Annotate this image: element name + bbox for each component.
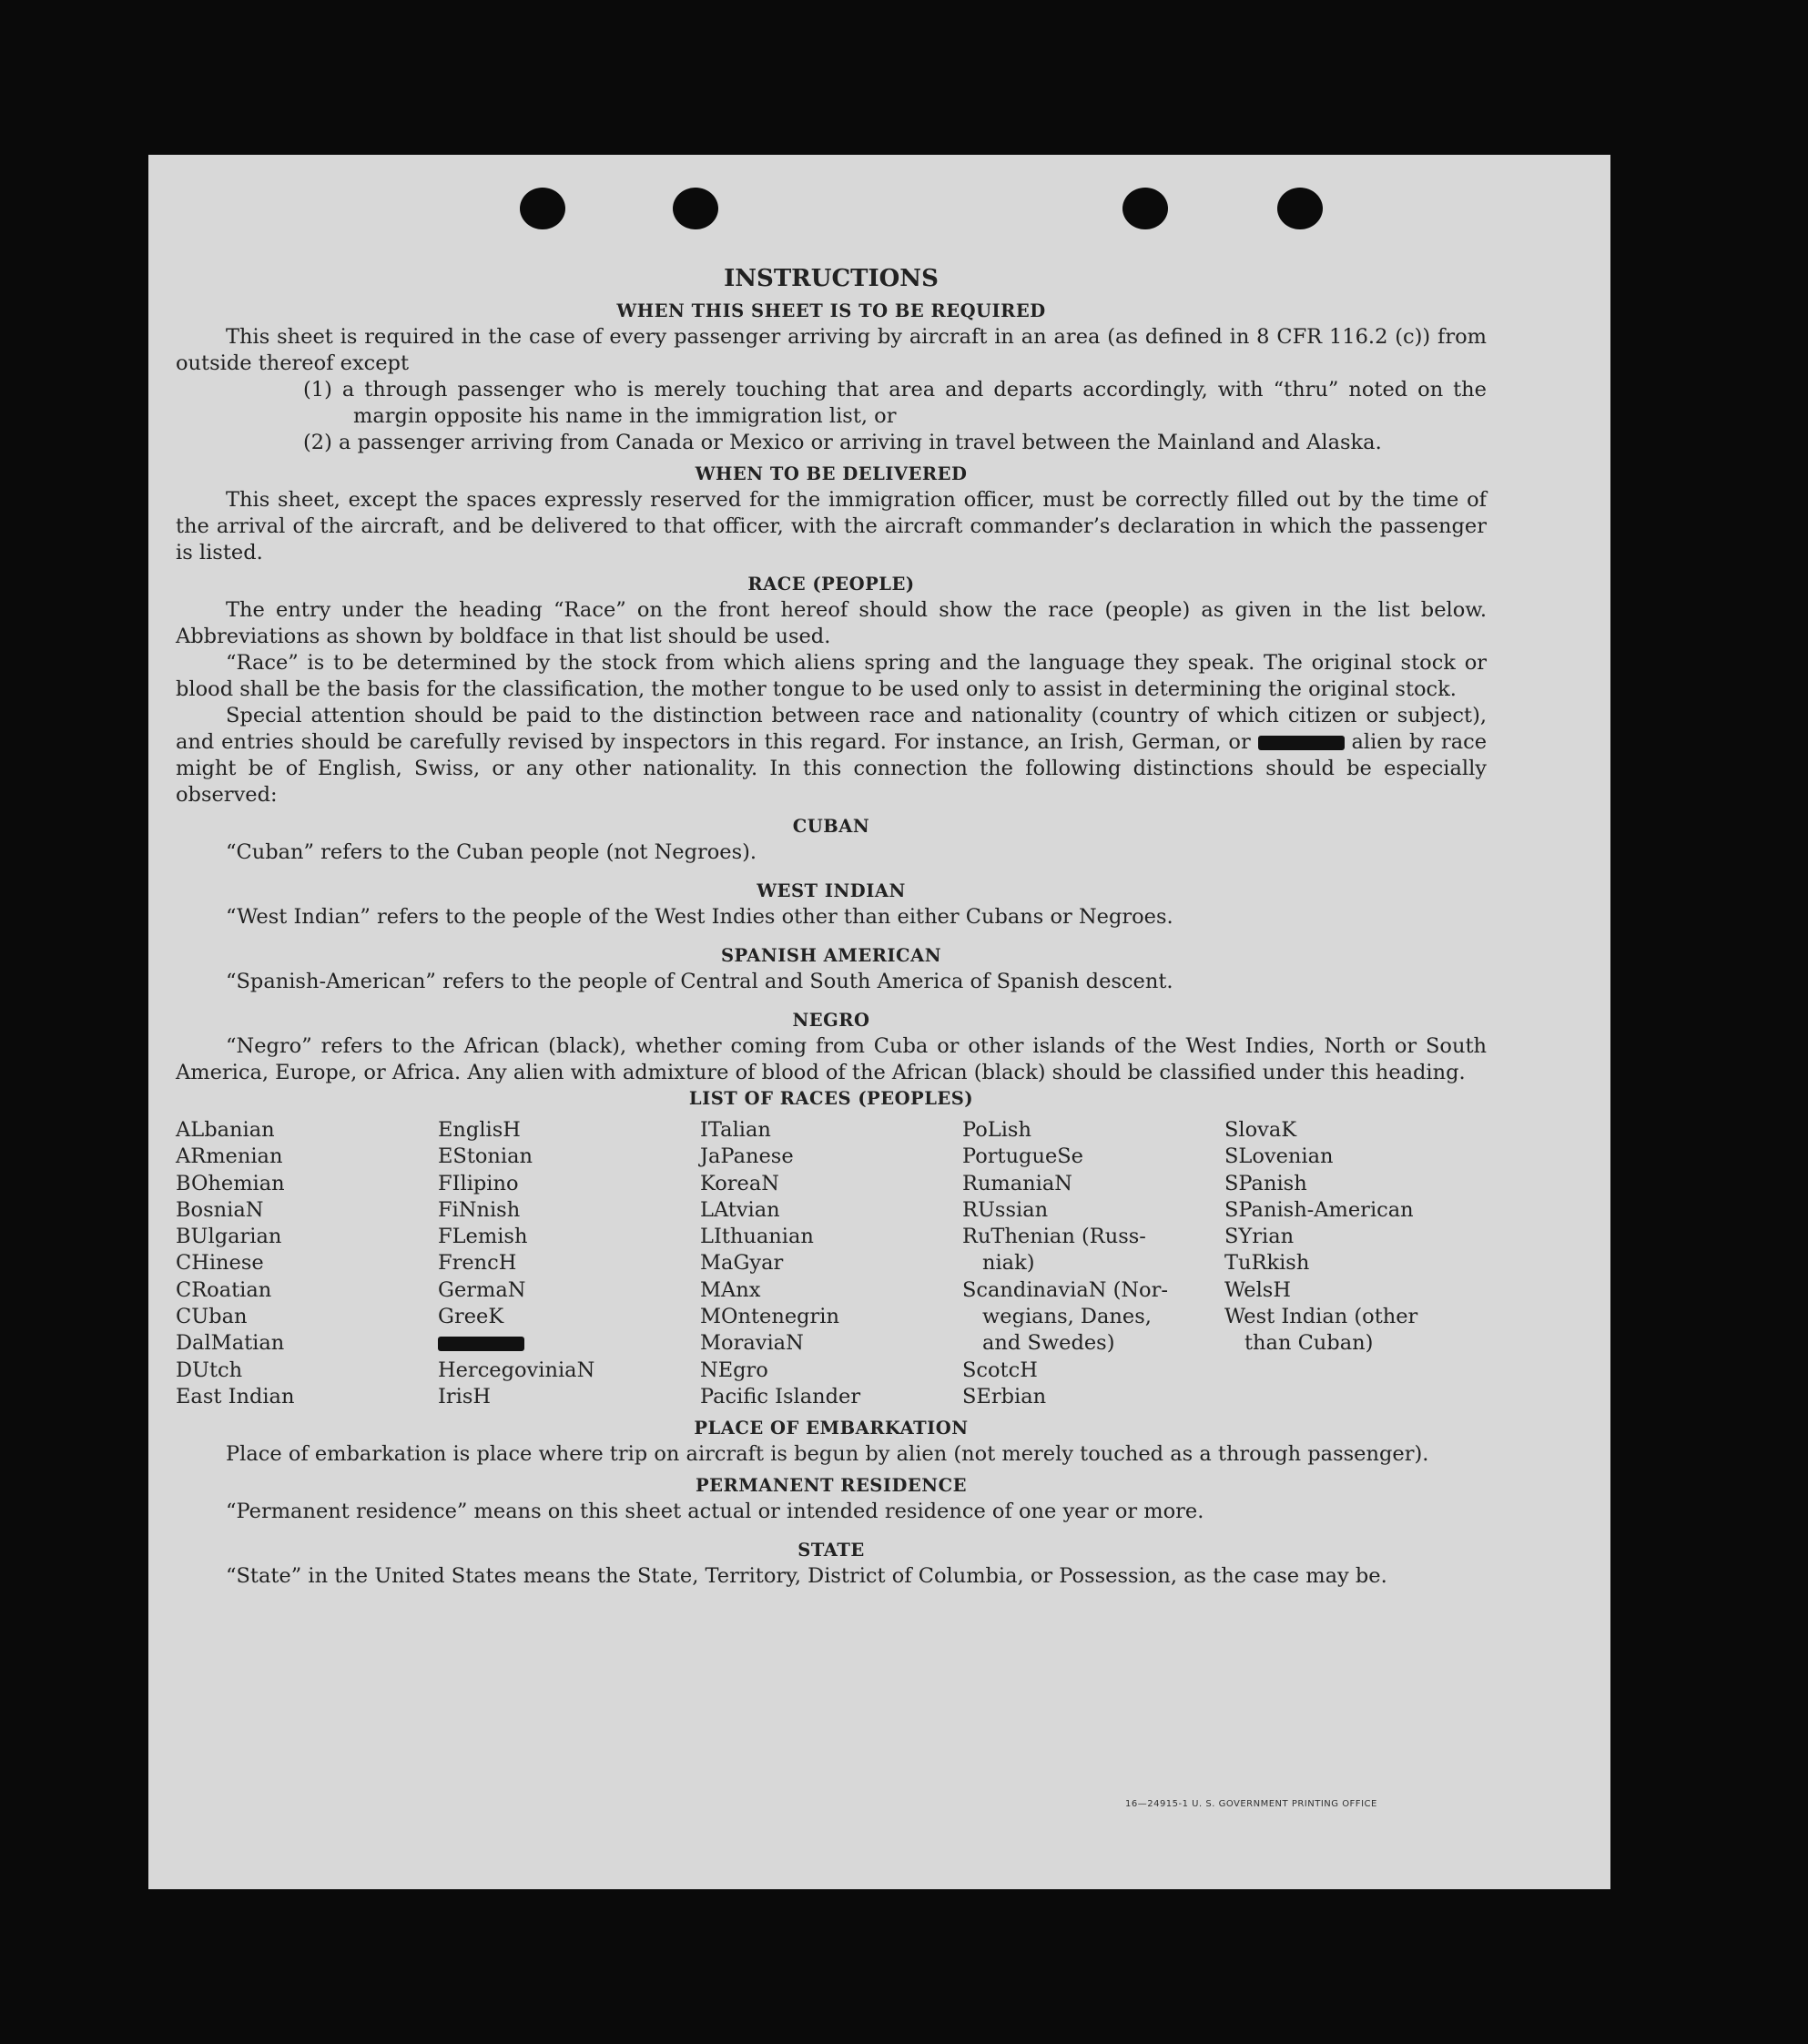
exception-item-1: (1) a through passenger who is merely touching that area and departs accordingly, with “thru” noted on the margin opposite his name in the immigration list, or	[303, 378, 1487, 428]
printer-imprint: 16—24915-1 U. S. GOVERNMENT PRINTING OFFICE	[1125, 1799, 1377, 1809]
page-title: INSTRUCTIONS	[724, 265, 939, 292]
race-item: RUssian	[962, 1197, 1049, 1222]
race-item: Pacific Islander	[700, 1384, 861, 1408]
race-item: SErbian	[962, 1384, 1047, 1408]
race-item-continuation: niak)	[982, 1251, 1035, 1276]
race-item: GermaN	[438, 1277, 526, 1302]
heading-cuban: CUBAN	[792, 816, 870, 837]
document-page	[148, 155, 1610, 1889]
state-text: “State” in the United States means the State, Territory, District of Columbia, or Possession, as the case may be.	[226, 1564, 1387, 1589]
race-item: KoreaN	[700, 1171, 779, 1195]
heading-permanent-residence: PERMANENT RESIDENCE	[695, 1475, 967, 1497]
heading-state: STATE	[797, 1540, 865, 1561]
race-item-continuation: than Cuban)	[1244, 1331, 1374, 1356]
redaction-mark	[438, 1337, 524, 1351]
race-item: East Indian	[176, 1384, 295, 1408]
race-column-1	[176, 1117, 438, 1410]
race-item: HercegoviniaN	[438, 1358, 595, 1382]
race-item: MOntenegrin	[700, 1305, 839, 1329]
west-indian-text: “West Indian” refers to the people of the West Indies other than either Cubans or Negroes.	[226, 905, 1173, 929]
race-column-4	[962, 1117, 1224, 1410]
race-item: PortugueSe	[962, 1144, 1084, 1169]
instructions-content	[176, 264, 1487, 1590]
race-item: RuThenian (Russ-	[962, 1225, 1146, 1249]
race-item: EnglisH	[438, 1118, 521, 1142]
race-paragraph-1: The entry under the heading “Race” on the front hereof should show the race (people) as given in the list below. Abbreviations as shown by boldface in that list should be used.	[176, 598, 1487, 648]
punch-hole	[673, 188, 718, 229]
residence-text: “Permanent residence” means on this sheet actual or intended residence of one year or more.	[226, 1500, 1204, 1524]
race-item: DalMatian	[176, 1331, 285, 1356]
race-item: CRoatian	[176, 1277, 272, 1302]
race-item: FiNnish	[438, 1197, 521, 1222]
race-column-3	[700, 1117, 962, 1410]
race-item: MoraviaN	[700, 1331, 804, 1356]
punch-hole	[520, 188, 565, 229]
race-item: DUtch	[176, 1358, 243, 1382]
redaction-mark	[1258, 736, 1345, 750]
exception-item-2: (2) a passenger arriving from Canada or Mexico or arriving in travel between the Mainland and Alaska.	[303, 431, 1382, 454]
heading-negro: NEGRO	[792, 1010, 870, 1031]
heading-race: RACE (PEOPLE)	[747, 574, 915, 595]
race-item-continuation: wegians, Danes,	[982, 1305, 1152, 1329]
race-column-2	[438, 1117, 700, 1410]
race-item: SPanish-American	[1224, 1197, 1414, 1222]
heading-when-delivered: WHEN TO BE DELIVERED	[695, 463, 968, 484]
race-item: SlovaK	[1224, 1118, 1297, 1142]
race-paragraph-3-part-a: Special attention should be paid to the distinction between race and nationality (country of which citizen or subject), and entries should be carefully revised by inspectors in this regard. For instance, an Irish, German, or	[176, 704, 1487, 754]
race-item: ITalian	[700, 1118, 771, 1142]
race-item: TuRkish	[1224, 1251, 1310, 1276]
race-item: SLovenian	[1224, 1144, 1334, 1169]
race-item: ScandinaviaN (Nor-	[962, 1277, 1168, 1302]
race-item: BosniaN	[176, 1197, 264, 1222]
race-item: CHinese	[176, 1251, 264, 1276]
race-list	[176, 1117, 1487, 1410]
race-item: MaGyar	[700, 1251, 784, 1276]
race-item: West Indian (other	[1224, 1305, 1418, 1329]
race-item: GreeK	[438, 1305, 504, 1329]
race-item: LAtvian	[700, 1197, 780, 1222]
embarkation-text: Place of embarkation is place where trip on aircraft is begun by alien (not merely touched as a through passenger).	[226, 1442, 1429, 1467]
race-paragraph-3	[176, 703, 1487, 808]
punch-hole	[1122, 188, 1168, 229]
race-item: IrisH	[438, 1384, 492, 1408]
when-delivered-text: This sheet, except the spaces expressly reserved for the immigration officer, must be correctly filled out by the time of the arrival of the aircraft, and be delivered to that officer, with the aircraft commander’s declaration in which the passenger is listed.	[176, 488, 1487, 564]
spanish-american-text: “Spanish-American” refers to the people of Central and South America of Spanish descent.	[226, 970, 1173, 993]
race-paragraph-2: “Race” is to be determined by the stock from which aliens spring and the language they speak. The original stock or blood shall be the basis for the classification, the mother tongue to be used only to assist in determining the original stock.	[176, 651, 1487, 701]
race-item: BUlgarian	[176, 1225, 282, 1249]
race-column-5	[1224, 1117, 1487, 1410]
when-required-text: This sheet is required in the case of every passenger arriving by aircraft in an area (as defined in 8 CFR 116.2 (c)) from outside thereof except	[176, 325, 1487, 375]
race-item: CUban	[176, 1305, 248, 1329]
race-item: BOhemian	[176, 1171, 285, 1195]
cuban-text: “Cuban” refers to the Cuban people (not Negroes).	[226, 840, 757, 864]
heading-west-indian: WEST INDIAN	[757, 880, 906, 901]
race-item: MAnx	[700, 1277, 761, 1302]
race-item: SPanish	[1224, 1171, 1307, 1195]
heading-embarkation: PLACE OF EMBARKATION	[694, 1418, 969, 1439]
race-item: PoLish	[962, 1118, 1031, 1142]
race-item-continuation: and Swedes)	[982, 1331, 1115, 1356]
race-item: ALbanian	[176, 1118, 275, 1142]
heading-when-required: WHEN THIS SHEET IS TO BE REQUIRED	[616, 300, 1046, 321]
race-item: WelsH	[1224, 1277, 1291, 1302]
race-item: ScotcH	[962, 1358, 1038, 1382]
race-item: LIthuanian	[700, 1225, 814, 1249]
race-item: FLemish	[438, 1225, 528, 1249]
race-item: FrencH	[438, 1251, 517, 1276]
race-item: JaPanese	[700, 1144, 794, 1169]
redacted-race-item	[438, 1330, 700, 1357]
race-item: NEgro	[700, 1358, 768, 1382]
punch-hole	[1277, 188, 1323, 229]
race-item: RumaniaN	[962, 1171, 1072, 1195]
race-item: SYrian	[1224, 1225, 1295, 1249]
negro-text: “Negro” refers to the African (black), whether coming from Cuba or other islands of the West Indies, North or South America, Europe, or Africa. Any alien with admixture of blood of the African (black) should be classified under this heading.	[176, 1034, 1487, 1084]
race-paragraph-3-part-b: alien by race might be of English, Swiss, or any other nationality. In this connection the following distinctions should be especially observed:	[176, 730, 1488, 807]
heading-list-of-races: LIST OF RACES (PEOPLES)	[688, 1088, 974, 1109]
race-item: EStonian	[438, 1144, 533, 1169]
heading-spanish-american: SPANISH AMERICAN	[720, 945, 942, 966]
race-item: FIlipino	[438, 1171, 519, 1195]
race-item: ARmenian	[176, 1144, 283, 1169]
